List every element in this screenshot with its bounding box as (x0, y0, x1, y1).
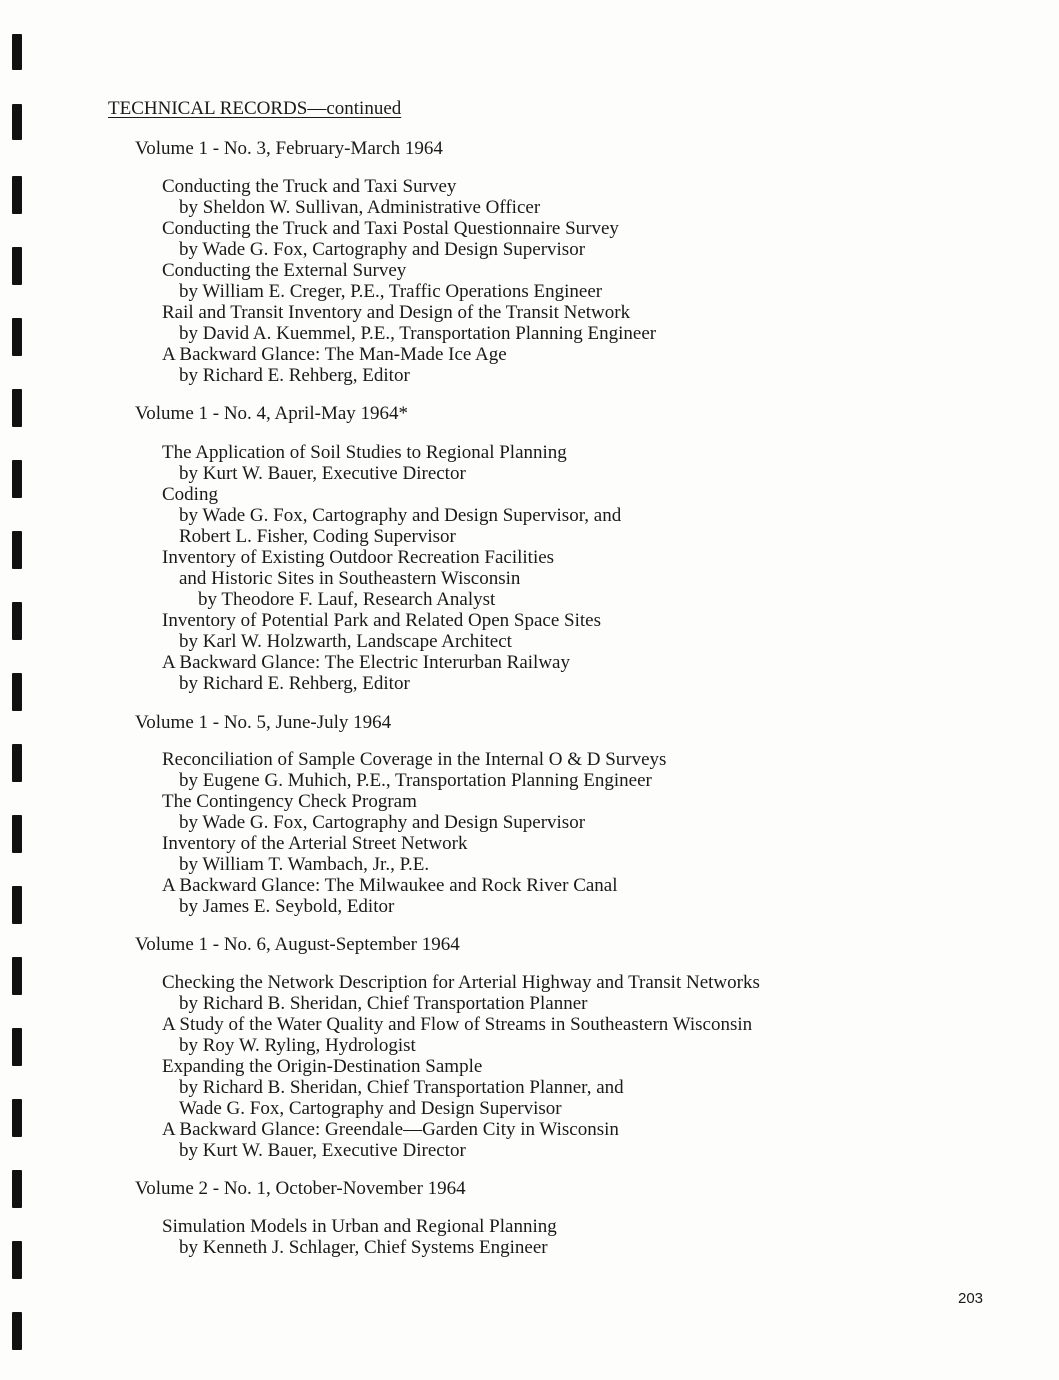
binding-marks (0, 0, 40, 1380)
binding-mark (12, 602, 22, 640)
section-heading: TECHNICAL RECORDS—continued (108, 98, 402, 119)
binding-mark (12, 744, 22, 782)
article-title: Inventory of Existing Outdoor Recreation Facilities (162, 547, 555, 568)
binding-mark (12, 1170, 22, 1208)
article-author: by Richard E. Rehberg, Editor (179, 673, 410, 694)
volume-heading: Volume 1 - No. 5, June-July 1964 (135, 712, 392, 733)
article-author: by Sheldon W. Sullivan, Administrative Officer (179, 197, 541, 218)
article-title: Conducting the Truck and Taxi Survey (162, 176, 457, 197)
article-title: A Backward Glance: The Man-Made Ice Age (162, 344, 507, 365)
article-title: Expanding the Origin-Destination Sample (162, 1056, 483, 1077)
article-title: Conducting the External Survey (162, 260, 407, 281)
binding-mark (12, 389, 22, 427)
article-title: Checking the Network Description for Arterial Highway and Transit Networks (162, 972, 760, 993)
article-title: Rail and Transit Inventory and Design of the Transit Network (162, 302, 631, 323)
article-author: by James E. Seybold, Editor (179, 896, 395, 917)
binding-mark (12, 104, 22, 140)
article-author: by David A. Kuemmel, P.E., Transportation Planning Engineer (179, 323, 657, 344)
binding-mark (12, 531, 22, 569)
article-title: A Backward Glance: Greendale—Garden City in Wisconsin (162, 1119, 619, 1140)
volume-heading: Volume 2 - No. 1, October-November 1964 (135, 1178, 466, 1199)
article-author: by Kurt W. Bauer, Executive Director (179, 1140, 466, 1161)
article-title: Coding (162, 484, 218, 505)
article-author: Wade G. Fox, Cartography and Design Supervisor (179, 1098, 562, 1119)
binding-mark (12, 318, 22, 356)
binding-mark (12, 247, 22, 285)
article-title: Inventory of Potential Park and Related Open Space Sites (162, 610, 602, 631)
binding-mark (12, 34, 22, 70)
article-title: A Backward Glance: The Milwaukee and Rock River Canal (162, 875, 618, 896)
volume-heading: Volume 1 - No. 6, August-September 1964 (135, 934, 460, 955)
binding-mark (12, 460, 22, 498)
article-author: Robert L. Fisher, Coding Supervisor (179, 526, 456, 547)
binding-mark (12, 673, 22, 711)
binding-mark (12, 1099, 22, 1137)
binding-mark (12, 957, 22, 995)
article-author: by William E. Creger, P.E., Traffic Operations Engineer (179, 281, 603, 302)
article-author: by Kurt W. Bauer, Executive Director (179, 463, 466, 484)
article-author: by Theodore F. Lauf, Research Analyst (198, 589, 496, 610)
article-author: by Kenneth J. Schlager, Chief Systems Engineer (179, 1237, 548, 1258)
article-author: by William T. Wambach, Jr., P.E. (179, 854, 430, 875)
article-author: by Roy W. Ryling, Hydrologist (179, 1035, 416, 1056)
article-title: Simulation Models in Urban and Regional Planning (162, 1216, 557, 1237)
article-title: A Backward Glance: The Electric Interurban Railway (162, 652, 570, 673)
page-number: 203 (958, 1290, 984, 1307)
binding-mark (12, 1241, 22, 1279)
binding-mark (12, 1312, 22, 1350)
binding-mark (12, 886, 22, 924)
article-author: by Wade G. Fox, Cartography and Design Supervisor, and (179, 505, 622, 526)
article-author: by Wade G. Fox, Cartography and Design Supervisor (179, 812, 586, 833)
article-author: by Eugene G. Muhich, P.E., Transportation Planning Engineer (179, 770, 652, 791)
volume-heading: Volume 1 - No. 4, April-May 1964* (135, 403, 409, 424)
volume-heading: Volume 1 - No. 3, February-March 1964 (135, 138, 443, 159)
article-title-continued: and Historic Sites in Southeastern Wisconsin (179, 568, 521, 589)
article-title: Reconciliation of Sample Coverage in the Internal O & D Surveys (162, 749, 667, 770)
article-author: by Karl W. Holzwarth, Landscape Architect (179, 631, 512, 652)
article-title: The Application of Soil Studies to Regional Planning (162, 442, 567, 463)
article-title: A Study of the Water Quality and Flow of Streams in Southeastern Wisconsin (162, 1014, 753, 1035)
article-author: by Wade G. Fox, Cartography and Design Supervisor (179, 239, 586, 260)
binding-mark (12, 176, 22, 214)
article-title: Conducting the Truck and Taxi Postal Questionnaire Survey (162, 218, 619, 239)
binding-mark (12, 815, 22, 853)
article-author: by Richard B. Sheridan, Chief Transportation Planner (179, 993, 588, 1014)
article-title: The Contingency Check Program (162, 791, 417, 812)
article-author: by Richard E. Rehberg, Editor (179, 365, 410, 386)
binding-mark (12, 1028, 22, 1066)
article-author: by Richard B. Sheridan, Chief Transportation Planner, and (179, 1077, 624, 1098)
article-title: Inventory of the Arterial Street Network (162, 833, 468, 854)
